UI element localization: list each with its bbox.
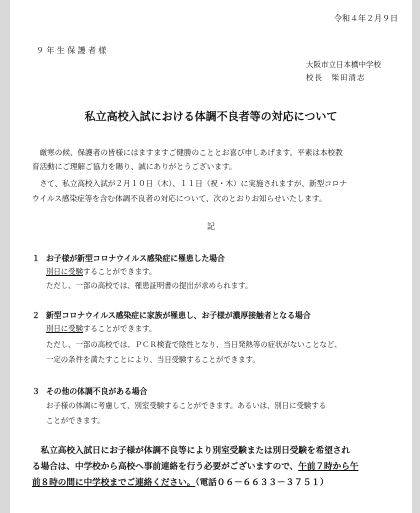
section-heading: 新型コロナウイルス感染症に家族が罹患し、お子様が濃厚接触者となる場合	[46, 311, 311, 320]
section-number: １	[32, 254, 40, 263]
section-line	[46, 417, 105, 426]
principal-name: 校長 柴田清志	[306, 73, 366, 82]
closing-text: る場合は、中学校から高校へ事前連絡を行う必要がございますので、	[32, 462, 299, 472]
section-heading: お子様が新型コロナウイルス感染症に罹患した場合	[46, 254, 225, 263]
section-line	[46, 268, 156, 277]
intro-line: ウイルス感染症等を含む体調不良者の対応について、次のとおりお知らせいたします。	[32, 194, 327, 203]
intro-line: 厳寒の候、保護者の皆様にはますますご健勝のこととお喜び申しあげます。平素は本校教	[32, 148, 343, 157]
school-name: 大阪市立日本橋中学校	[306, 60, 381, 69]
line-text: 一定の条件を満たすことにより、当日受験することができます。	[46, 355, 260, 364]
section-line	[46, 356, 260, 365]
line-text: することができます。	[82, 267, 157, 276]
document-page	[10, 0, 412, 513]
section-heading: その他の体調不良がある場合	[46, 387, 148, 396]
intro-line: 育活動にご理解ご協力を賜り、誠にありがとうございます。	[32, 162, 237, 171]
underlined-text: 別日に受験	[46, 267, 83, 276]
closing-line	[32, 478, 329, 488]
line-text: お子様の体調に考慮して、別室受験することができます。あるいは、別日に受験する	[46, 401, 327, 410]
closing-line	[32, 462, 358, 472]
phone-number: （電話０６－６６３３－３７５１）	[195, 478, 329, 488]
section-line	[46, 282, 252, 291]
section-number: ３	[32, 387, 40, 396]
line-text: することができます。	[82, 324, 157, 333]
line-text: ただし、一部の高校では、ＰＣＲ検査で陰性となり、当日発熱等の症状がないことなど、	[46, 340, 342, 349]
contact-time-text: 午前７時から午	[298, 462, 359, 472]
intro-line: さて、私立高校入試が２月１０日（木）、１１日（祝・木）に実施されますが、新型コロナ	[32, 179, 347, 188]
recipient: ９年生保護者様	[36, 46, 109, 55]
contact-time-text: 前８時の間に中学校までご連絡ください。	[32, 478, 196, 488]
ki-heading: 記	[207, 222, 215, 231]
line-text: ことができます。	[46, 416, 105, 425]
date: 令和４年２月９日	[334, 14, 398, 23]
underlined-text: 別日に受験	[46, 324, 83, 333]
section-number: ２	[32, 311, 40, 320]
section-line	[46, 402, 326, 411]
line-text: ただし、一部の高校では、罹患証明書の提出が求められます。	[46, 281, 253, 290]
document-title: 私立高校入試における体調不良者等の対応について	[84, 110, 338, 123]
closing-line: 私立高校入試日にお子様が体調不良等により別室受験または別日受験を希望され	[32, 446, 350, 456]
section-line	[46, 325, 156, 334]
section-line	[46, 341, 342, 350]
